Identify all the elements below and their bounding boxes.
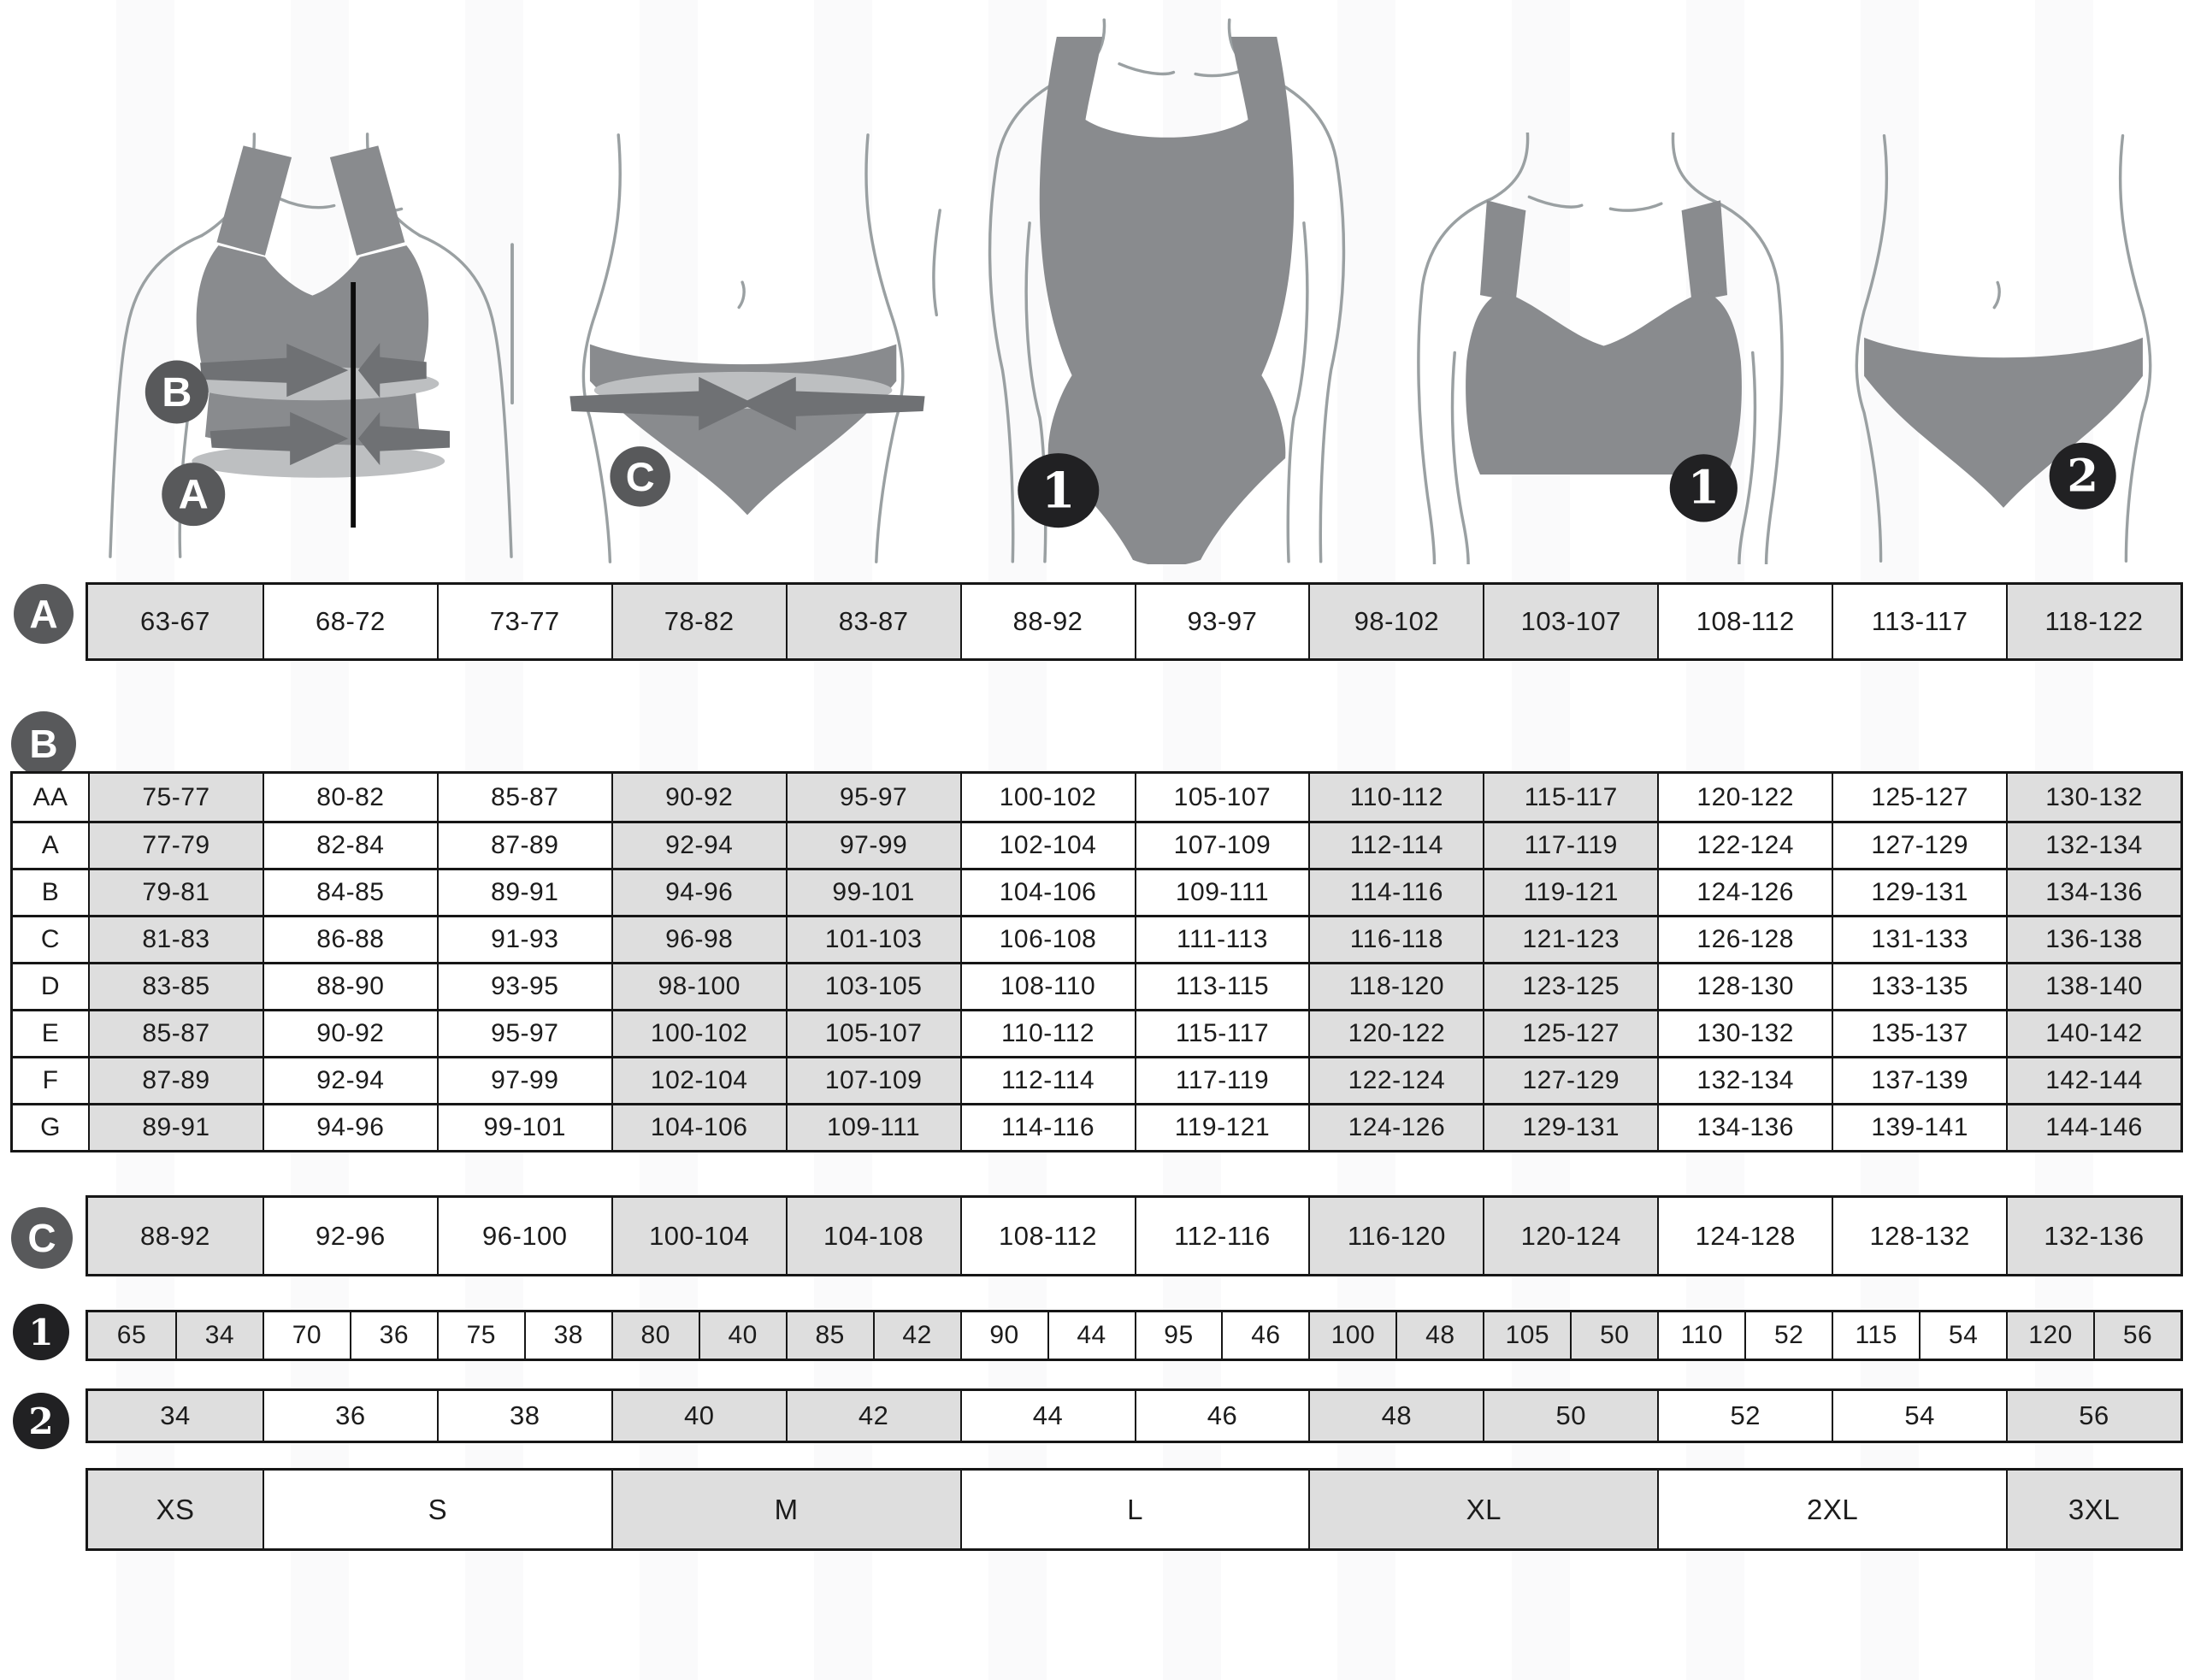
brief-size-cell: 50 bbox=[1483, 1391, 1657, 1441]
hips-badge-label: C bbox=[625, 453, 655, 499]
bust-cell: 93-95 bbox=[437, 964, 611, 1009]
bra-size-cells bbox=[88, 1312, 2180, 1359]
bust-cell: 98-100 bbox=[611, 964, 786, 1009]
bra-size-row-badge-label: 1 bbox=[28, 1311, 54, 1353]
bust-cell: 92-94 bbox=[611, 823, 786, 868]
bust-cell: 134-136 bbox=[1657, 1105, 1832, 1150]
underbust-cell: 73-77 bbox=[437, 585, 611, 658]
brief-size-cell: 38 bbox=[437, 1391, 611, 1441]
bust-cell: 140-142 bbox=[2006, 1011, 2180, 1056]
bust-cell: 144-146 bbox=[2006, 1105, 2180, 1150]
bra-size-badge bbox=[1670, 454, 1738, 522]
bust-cell: 134-136 bbox=[2006, 870, 2180, 915]
bust-cell: 113-115 bbox=[1135, 964, 1309, 1009]
underbust-cell: 103-107 bbox=[1483, 585, 1657, 658]
underbust-cells bbox=[88, 585, 2180, 658]
bust-cell: 124-126 bbox=[1308, 1105, 1483, 1150]
intl-size-cell: S bbox=[263, 1471, 611, 1548]
bra-band-size-cell: 120 bbox=[2006, 1312, 2093, 1359]
underbust-cell: 68-72 bbox=[263, 585, 437, 658]
brief-size-cell: 46 bbox=[1135, 1391, 1309, 1441]
bra-confection-size-cell: 54 bbox=[1919, 1312, 2006, 1359]
measurement-figures bbox=[0, 0, 2189, 564]
bust-cell: 108-110 bbox=[960, 964, 1135, 1009]
bra-band-size-cell: 70 bbox=[263, 1312, 350, 1359]
bust-row-C bbox=[13, 915, 2180, 962]
bust-cell: 91-93 bbox=[437, 917, 611, 962]
bust-cell: 95-97 bbox=[786, 774, 960, 821]
bra-band-size-cell: 100 bbox=[1308, 1312, 1395, 1359]
intl-size-cell: 3XL bbox=[2006, 1471, 2180, 1548]
bust-cell: 96-98 bbox=[611, 917, 786, 962]
cup-label: G bbox=[13, 1105, 88, 1150]
bust-underbust-measure-figure bbox=[77, 0, 543, 564]
bust-cell: 129-131 bbox=[1832, 870, 2006, 915]
bust-cell: 125-127 bbox=[1483, 1011, 1657, 1056]
bust-row-E bbox=[13, 1009, 2180, 1056]
bust-cell: 83-85 bbox=[88, 964, 263, 1009]
bust-cell: 131-133 bbox=[1832, 917, 2006, 962]
bust-cell: 117-119 bbox=[1483, 823, 1657, 868]
underbust-cell: 98-102 bbox=[1308, 585, 1483, 658]
bust-row-G bbox=[13, 1103, 2180, 1150]
brief-size-cell: 36 bbox=[263, 1391, 437, 1441]
bust-cell: 115-117 bbox=[1135, 1011, 1309, 1056]
bust-cell: 127-129 bbox=[1832, 823, 2006, 868]
bust-cell: 100-102 bbox=[611, 1011, 786, 1056]
bra-band-size-cell: 85 bbox=[786, 1312, 873, 1359]
hips-cells bbox=[88, 1198, 2180, 1274]
bust-cell: 85-87 bbox=[88, 1011, 263, 1056]
bust-cell: 128-130 bbox=[1657, 964, 1832, 1009]
bra-figure bbox=[1392, 133, 1815, 564]
bust-cell: 110-112 bbox=[1308, 774, 1483, 821]
bust-cell: 86-88 bbox=[263, 917, 437, 962]
bust-cell: 115-117 bbox=[1483, 774, 1657, 821]
bra-size-badge-label: 1 bbox=[1687, 460, 1720, 515]
bust-cell: 133-135 bbox=[1832, 964, 2006, 1009]
bust-cell: 90-92 bbox=[611, 774, 786, 821]
bra-confection-size-cell: 42 bbox=[873, 1312, 960, 1359]
bust-cell: 111-113 bbox=[1135, 917, 1309, 962]
bust-cell: 89-91 bbox=[437, 870, 611, 915]
bust-cell: 95-97 bbox=[437, 1011, 611, 1056]
intl-size-cell: XL bbox=[1308, 1471, 1657, 1548]
bust-cell: 89-91 bbox=[88, 1105, 263, 1150]
bust-cell: 84-85 bbox=[263, 870, 437, 915]
bust-cell: 104-106 bbox=[611, 1105, 786, 1150]
bra-band-size-cell: 90 bbox=[960, 1312, 1047, 1359]
underbust-cell: 93-97 bbox=[1135, 585, 1309, 658]
bodysuit-size-badge bbox=[1018, 453, 1099, 528]
cup-label: A bbox=[13, 823, 88, 868]
bust-cell: 126-128 bbox=[1657, 917, 1832, 962]
bust-cell: 100-102 bbox=[960, 774, 1135, 821]
brief-size-row-badge bbox=[13, 1393, 69, 1449]
underbust-cell: 88-92 bbox=[960, 585, 1135, 658]
bust-cell: 137-139 bbox=[1832, 1058, 2006, 1103]
bust-cell: 114-116 bbox=[960, 1105, 1135, 1150]
bust-cell: 92-94 bbox=[263, 1058, 437, 1103]
bust-cell: 105-107 bbox=[786, 1011, 960, 1056]
brief-size-cell: 56 bbox=[2006, 1391, 2180, 1441]
bust-cell: 122-124 bbox=[1308, 1058, 1483, 1103]
bra-band-size-cell: 75 bbox=[437, 1312, 524, 1359]
bust-cell: 116-118 bbox=[1308, 917, 1483, 962]
underbust-cell: 63-67 bbox=[88, 585, 263, 658]
underbust-badge-label: A bbox=[178, 471, 209, 518]
bust-row-B bbox=[13, 868, 2180, 915]
bra-confection-size-cell: 52 bbox=[1744, 1312, 1832, 1359]
bust-cell: 81-83 bbox=[88, 917, 263, 962]
bust-cell: 130-132 bbox=[2006, 774, 2180, 821]
brief-size-row bbox=[86, 1388, 2183, 1443]
bust-cell: 120-122 bbox=[1308, 1011, 1483, 1056]
underbust-cell: 118-122 bbox=[2006, 585, 2180, 658]
hips-badge bbox=[610, 446, 670, 507]
cup-label: B bbox=[13, 870, 88, 915]
bra-confection-size-cell: 38 bbox=[524, 1312, 611, 1359]
cup-label: C bbox=[13, 917, 88, 962]
bust-cell: 139-141 bbox=[1832, 1105, 2006, 1150]
bust-cell: 94-96 bbox=[263, 1105, 437, 1150]
underbust-row bbox=[86, 582, 2183, 661]
center-line bbox=[351, 282, 356, 528]
bust-cell: 122-124 bbox=[1657, 823, 1832, 868]
underbust-row-badge-label: A bbox=[29, 592, 58, 636]
bust-cell: 117-119 bbox=[1135, 1058, 1309, 1103]
hips-cell: 120-124 bbox=[1483, 1198, 1657, 1274]
bust-cell: 102-104 bbox=[611, 1058, 786, 1103]
bust-cell: 85-87 bbox=[437, 774, 611, 821]
bust-cell: 80-82 bbox=[263, 774, 437, 821]
bra-band-size-cell: 65 bbox=[88, 1312, 175, 1359]
bust-cell: 112-114 bbox=[960, 1058, 1135, 1103]
bust-cell: 110-112 bbox=[960, 1011, 1135, 1056]
underbust-cell: 83-87 bbox=[786, 585, 960, 658]
brief-size-cells bbox=[88, 1391, 2180, 1441]
international-size-cells bbox=[88, 1471, 2180, 1548]
bust-cell: 99-101 bbox=[437, 1105, 611, 1150]
intl-size-cell: L bbox=[960, 1471, 1309, 1548]
bodysuit-size-badge-label: 1 bbox=[1041, 461, 1076, 520]
bust-cell: 112-114 bbox=[1308, 823, 1483, 868]
bust-cell: 103-105 bbox=[786, 964, 960, 1009]
bust-row-D bbox=[13, 962, 2180, 1009]
brief-size-cell: 40 bbox=[611, 1391, 786, 1441]
bust-badge bbox=[145, 360, 209, 423]
bust-cell: 104-106 bbox=[960, 870, 1135, 915]
bust-cell: 121-123 bbox=[1483, 917, 1657, 962]
bra-confection-size-cell: 34 bbox=[175, 1312, 263, 1359]
hips-cell: 116-120 bbox=[1308, 1198, 1483, 1274]
bra-band-size-cell: 80 bbox=[611, 1312, 699, 1359]
cup-label: D bbox=[13, 964, 88, 1009]
bodysuit-figure bbox=[955, 17, 1378, 564]
bust-cup-table bbox=[10, 771, 2183, 1152]
bust-badge-label: B bbox=[162, 369, 192, 416]
bust-table-badge bbox=[11, 711, 76, 776]
bra-band-size-cell: 115 bbox=[1832, 1312, 1919, 1359]
bra-confection-size-cell: 36 bbox=[350, 1312, 437, 1359]
brief-size-cell: 42 bbox=[786, 1391, 960, 1441]
bust-row-AA bbox=[13, 774, 2180, 821]
hips-cell: 128-132 bbox=[1832, 1198, 2006, 1274]
bust-cell: 97-99 bbox=[437, 1058, 611, 1103]
bust-cell: 107-109 bbox=[1135, 823, 1309, 868]
bust-cell: 138-140 bbox=[2006, 964, 2180, 1009]
cup-label: F bbox=[13, 1058, 88, 1103]
bust-cell: 106-108 bbox=[960, 917, 1135, 962]
bust-cell: 124-126 bbox=[1657, 870, 1832, 915]
bust-cell: 109-111 bbox=[1135, 870, 1309, 915]
brief-size-badge bbox=[2050, 443, 2116, 510]
brief-size-row-badge-label: 2 bbox=[28, 1400, 54, 1442]
bust-cell: 125-127 bbox=[1832, 774, 2006, 821]
bust-cell: 132-134 bbox=[1657, 1058, 1832, 1103]
hips-row bbox=[86, 1195, 2183, 1276]
underbust-cell: 108-112 bbox=[1657, 585, 1832, 658]
underbust-cell: 113-117 bbox=[1832, 585, 2006, 658]
brief-size-cell: 48 bbox=[1308, 1391, 1483, 1441]
hips-row-badge-label: C bbox=[27, 1216, 56, 1260]
bra-band-size-cell: 95 bbox=[1135, 1312, 1222, 1359]
bust-cell: 101-103 bbox=[786, 917, 960, 962]
bra-confection-size-cell: 44 bbox=[1047, 1312, 1135, 1359]
bra-confection-size-cell: 50 bbox=[1570, 1312, 1657, 1359]
brief-size-cell: 52 bbox=[1657, 1391, 1832, 1441]
bust-cell: 123-125 bbox=[1483, 964, 1657, 1009]
bra-garment bbox=[197, 145, 429, 448]
underbust-cell: 78-82 bbox=[611, 585, 786, 658]
bust-cell: 87-89 bbox=[88, 1058, 263, 1103]
bust-cell: 94-96 bbox=[611, 870, 786, 915]
bra-band-size-cell: 110 bbox=[1657, 1312, 1744, 1359]
cup-label: E bbox=[13, 1011, 88, 1056]
bust-cell: 102-104 bbox=[960, 823, 1135, 868]
bust-cell: 97-99 bbox=[786, 823, 960, 868]
bust-cell: 118-120 bbox=[1308, 964, 1483, 1009]
bust-cell: 77-79 bbox=[88, 823, 263, 868]
bust-cell: 90-92 bbox=[263, 1011, 437, 1056]
bust-table-badge-label: B bbox=[29, 722, 58, 766]
bust-cell: 99-101 bbox=[786, 870, 960, 915]
bust-cell: 136-138 bbox=[2006, 917, 2180, 962]
bust-cell: 109-111 bbox=[786, 1105, 960, 1150]
underbust-badge bbox=[162, 463, 225, 526]
bust-cell: 79-81 bbox=[88, 870, 263, 915]
hips-cell: 132-136 bbox=[2006, 1198, 2180, 1274]
bust-cell: 120-122 bbox=[1657, 774, 1832, 821]
bra-size-row bbox=[86, 1310, 2183, 1361]
hips-cell: 112-116 bbox=[1135, 1198, 1309, 1274]
bust-cell: 114-116 bbox=[1308, 870, 1483, 915]
bust-cell: 132-134 bbox=[2006, 823, 2180, 868]
hips-cell: 104-108 bbox=[786, 1198, 960, 1274]
bust-cell: 142-144 bbox=[2006, 1058, 2180, 1103]
bust-cell: 88-90 bbox=[263, 964, 437, 1009]
hips-cell: 92-96 bbox=[263, 1198, 437, 1274]
bra-size-row-badge bbox=[13, 1304, 69, 1360]
bust-cell: 130-132 bbox=[1657, 1011, 1832, 1056]
hips-measure-figure bbox=[546, 133, 948, 564]
bust-row-A bbox=[13, 821, 2180, 868]
bra-confection-size-cell: 40 bbox=[699, 1312, 786, 1359]
bust-cell: 75-77 bbox=[88, 774, 263, 821]
bust-row-F bbox=[13, 1056, 2180, 1103]
bra-garment bbox=[1466, 200, 1742, 475]
brief-size-cell: 54 bbox=[1832, 1391, 2006, 1441]
bust-cell: 105-107 bbox=[1135, 774, 1309, 821]
hips-cell: 100-104 bbox=[611, 1198, 786, 1274]
intl-size-cell: XS bbox=[88, 1471, 263, 1548]
bust-cell: 87-89 bbox=[437, 823, 611, 868]
bust-cell: 119-121 bbox=[1483, 870, 1657, 915]
international-size-row bbox=[86, 1468, 2183, 1551]
bust-cell: 129-131 bbox=[1483, 1105, 1657, 1150]
bra-confection-size-cell: 56 bbox=[2093, 1312, 2180, 1359]
bra-confection-size-cell: 46 bbox=[1221, 1312, 1308, 1359]
hips-cell: 108-112 bbox=[960, 1198, 1135, 1274]
bra-confection-size-cell: 48 bbox=[1395, 1312, 1483, 1359]
bust-cell: 82-84 bbox=[263, 823, 437, 868]
cup-label: AA bbox=[13, 774, 88, 821]
intl-size-cell: M bbox=[611, 1471, 960, 1548]
hips-cell: 88-92 bbox=[88, 1198, 263, 1274]
hips-row-badge bbox=[11, 1207, 73, 1269]
bust-cell: 107-109 bbox=[786, 1058, 960, 1103]
hips-cell: 96-100 bbox=[437, 1198, 611, 1274]
bra-band-size-cell: 105 bbox=[1483, 1312, 1570, 1359]
bust-cell: 127-129 bbox=[1483, 1058, 1657, 1103]
hips-cell: 124-128 bbox=[1657, 1198, 1832, 1274]
brief-size-badge-label: 2 bbox=[2067, 450, 2099, 503]
brief-figure bbox=[1832, 133, 2174, 564]
brief-size-cell: 34 bbox=[88, 1391, 263, 1441]
bust-cell: 135-137 bbox=[1832, 1011, 2006, 1056]
intl-size-cell: 2XL bbox=[1657, 1471, 2006, 1548]
bust-cell: 119-121 bbox=[1135, 1105, 1309, 1150]
brief-size-cell: 44 bbox=[960, 1391, 1135, 1441]
underbust-row-badge bbox=[14, 584, 74, 644]
